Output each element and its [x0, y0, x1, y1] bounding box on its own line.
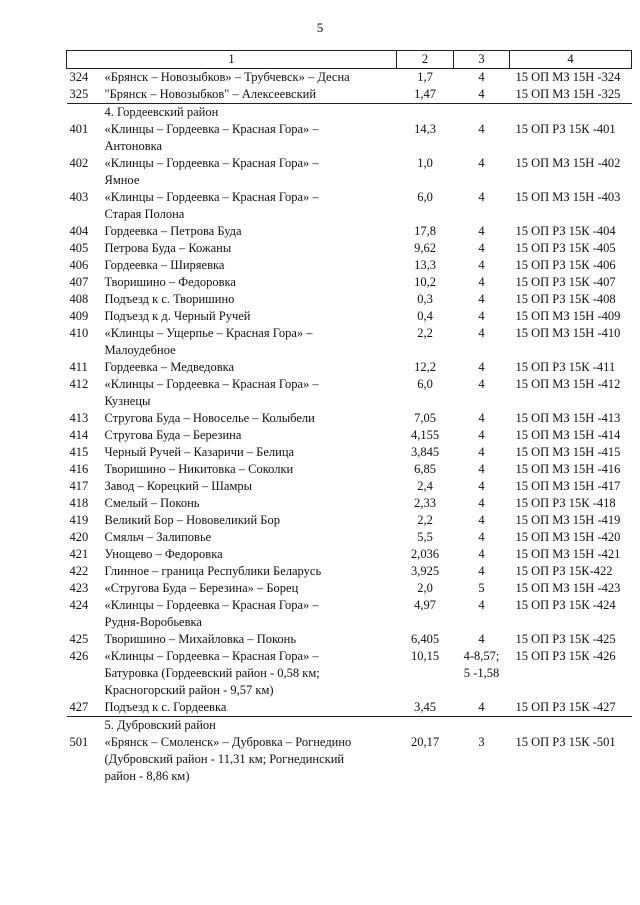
- road-code: 15 ОП РЗ 15К-422: [515, 564, 613, 578]
- category-line: 4: [478, 377, 485, 391]
- road-name-cell: [67, 512, 397, 529]
- row-number: 413: [69, 411, 89, 425]
- row-number: 401: [69, 122, 89, 136]
- row-number: 419: [69, 513, 89, 527]
- road-name-cell: [67, 546, 397, 563]
- section-heading-row: [67, 717, 632, 735]
- road-name-cell: [67, 69, 397, 87]
- road-name-cell: [67, 444, 397, 461]
- row-number: 414: [69, 428, 89, 442]
- road-name-line: «Брянск – Смоленск» – Дубровка – Рогнедино: [104, 735, 352, 749]
- road-name-line: «Клинцы – Ущерпье – Красная Гора» –: [104, 326, 313, 340]
- road-name-cell: [67, 325, 397, 359]
- road-name-line: «Стругова Буда – Березина» – Борец: [104, 581, 299, 595]
- road-name-cell: [67, 240, 397, 257]
- category-line: 4: [478, 156, 485, 170]
- road-name-line: «Клинцы – Гордеевка – Красная Гора» –: [104, 156, 319, 170]
- road-code: 15 ОП МЗ 15Н -417: [515, 479, 621, 493]
- length-km: 2,4: [417, 479, 433, 493]
- road-name-line: район - 8,86 км): [104, 769, 190, 783]
- road-code: 15 ОП МЗ 15Н -423: [515, 581, 621, 595]
- table-row: [67, 155, 632, 189]
- road-name-cell: [67, 580, 397, 597]
- length-km: 4,155: [410, 428, 440, 442]
- road-code: 15 ОП МЗ 15Н -325: [515, 87, 621, 101]
- road-code: 15 ОП МЗ 15Н -413: [515, 411, 621, 425]
- road-name-line: Творишино – Федоровка: [104, 275, 236, 289]
- road-name-line: (Дубровский район - 11,31 км; Рогнединский: [104, 752, 345, 766]
- road-name-line: «Клинцы – Гордеевка – Красная Гора» –: [104, 377, 319, 391]
- length-km: 6,0: [417, 377, 433, 391]
- road-category: [454, 291, 510, 308]
- road-name-line: Рудня-Воробьевка: [104, 615, 202, 629]
- category-line: 5: [478, 581, 485, 595]
- road-category: [454, 734, 510, 785]
- section-heading: 4. Гордеевский район: [67, 104, 632, 122]
- length-km: 12,2: [414, 360, 436, 374]
- road-name-cell: [67, 563, 397, 580]
- row-number: 424: [69, 598, 89, 612]
- table-row: [67, 699, 632, 717]
- road-name-cell: [67, 734, 397, 785]
- road-category: [454, 699, 510, 717]
- road-name-cell: [67, 291, 397, 308]
- category-line: 4: [478, 513, 485, 527]
- length-km: 3,845: [410, 445, 440, 459]
- road-name-line: Смелый – Поконь: [104, 496, 200, 510]
- table-row: [67, 597, 632, 631]
- table-row: [67, 274, 632, 291]
- table-row: [67, 444, 632, 461]
- length-km: 10,15: [410, 649, 440, 663]
- road-name-line: Подъезд к с. Гордеевка: [104, 700, 227, 714]
- category-line: 4: [478, 241, 485, 255]
- table-row: [67, 478, 632, 495]
- row-number: 418: [69, 496, 89, 510]
- road-category: [454, 121, 510, 155]
- row-number: 416: [69, 462, 89, 476]
- row-number: 501: [69, 735, 89, 749]
- table-row: [67, 189, 632, 223]
- header-col-3: 3: [454, 51, 510, 69]
- length-km: 1,47: [414, 87, 436, 101]
- road-name-line: Кузнецы: [104, 394, 151, 408]
- length-km: 13,3: [414, 258, 436, 272]
- category-line: 4: [478, 700, 485, 714]
- road-category: [454, 274, 510, 291]
- length-km: 17,8: [414, 224, 436, 238]
- table-row: [67, 734, 632, 785]
- row-number: 324: [69, 70, 89, 84]
- road-code: 15 ОП РЗ 15К -407: [515, 275, 616, 289]
- road-name-line: Антоновка: [104, 139, 163, 153]
- category-line: 4-8,57;: [463, 649, 500, 663]
- header-col-1: 1: [67, 51, 397, 69]
- road-name-line: Ямное: [104, 173, 140, 187]
- road-category: [454, 597, 510, 631]
- length-km: 2,036: [410, 547, 440, 561]
- road-code: 15 ОП МЗ 15Н -415: [515, 445, 621, 459]
- category-line: 4: [478, 445, 485, 459]
- road-code: 15 ОП РЗ 15К -501: [515, 735, 616, 749]
- section-heading: 5. Дубровский район: [67, 717, 632, 735]
- table-row: [67, 291, 632, 308]
- length-km: 3,45: [414, 700, 436, 714]
- road-code: 15 ОП МЗ 15Н -410: [515, 326, 621, 340]
- page-number: 5: [316, 20, 324, 35]
- category-line: 4: [478, 496, 485, 510]
- road-name-cell: [67, 359, 397, 376]
- category-line: 4: [478, 70, 485, 84]
- category-line: 3: [478, 735, 485, 749]
- road-category: [454, 529, 510, 546]
- road-code: 15 ОП РЗ 15К -408: [515, 292, 616, 306]
- road-category: [454, 359, 510, 376]
- category-line: 4: [478, 87, 485, 101]
- category-line: 4: [478, 309, 485, 323]
- category-line: 4: [478, 462, 485, 476]
- road-code: 15 ОП РЗ 15К -427: [515, 700, 616, 714]
- table-row: [67, 427, 632, 444]
- road-name-cell: [67, 648, 397, 699]
- category-line: 4: [478, 275, 485, 289]
- row-number: 420: [69, 530, 89, 544]
- category-line: 4: [478, 428, 485, 442]
- length-km: 1,7: [417, 70, 433, 84]
- road-category: [454, 546, 510, 563]
- row-number: 409: [69, 309, 89, 323]
- table-row: [67, 631, 632, 648]
- road-name-line: Гордеевка – Медведовка: [104, 360, 235, 374]
- road-code: 15 ОП РЗ 15К -418: [515, 496, 616, 510]
- road-category: [454, 69, 510, 87]
- road-name-cell: [67, 597, 397, 631]
- road-name-line: «Брянск – Новозыбков» – Трубчевск» – Десна: [104, 70, 350, 84]
- road-code: 15 ОП РЗ 15К -401: [515, 122, 616, 136]
- length-km: 1,0: [417, 156, 433, 170]
- road-name-cell: [67, 699, 397, 717]
- road-code: 15 ОП РЗ 15К -405: [515, 241, 616, 255]
- category-line: 4: [478, 564, 485, 578]
- row-number: 423: [69, 581, 89, 595]
- row-number: 402: [69, 156, 89, 170]
- table-row: [67, 495, 632, 512]
- road-name-cell: [67, 376, 397, 410]
- category-line: 4: [478, 360, 485, 374]
- length-km: 7,05: [414, 411, 436, 425]
- road-name-line: Старая Полона: [104, 207, 185, 221]
- road-category: [454, 308, 510, 325]
- category-line: 4: [478, 190, 485, 204]
- road-code: 15 ОП РЗ 15К -411: [515, 360, 616, 374]
- road-category: [454, 189, 510, 223]
- road-name-cell: [67, 86, 397, 104]
- length-km: 9,62: [414, 241, 436, 255]
- table-row: [67, 86, 632, 104]
- road-category: [454, 155, 510, 189]
- road-category: [454, 512, 510, 529]
- road-category: [454, 563, 510, 580]
- row-number: 407: [69, 275, 89, 289]
- road-name-line: Творишино – Михайловка – Поконь: [104, 632, 297, 646]
- road-name-cell: [67, 155, 397, 189]
- length-km: 0,3: [417, 292, 433, 306]
- header-col-2: 2: [397, 51, 454, 69]
- road-name-cell: [67, 121, 397, 155]
- road-category: [454, 495, 510, 512]
- road-code: 15 ОП РЗ 15К -404: [515, 224, 616, 238]
- category-line: 4: [478, 292, 485, 306]
- road-name-line: «Клинцы – Гордеевка – Красная Гора» –: [104, 122, 319, 136]
- road-category: [454, 240, 510, 257]
- table-row: [67, 580, 632, 597]
- row-number: 408: [69, 292, 89, 306]
- table-row: [67, 529, 632, 546]
- row-number: 427: [69, 700, 89, 714]
- table-row: [67, 546, 632, 563]
- road-category: [454, 410, 510, 427]
- length-km: 6,405: [410, 632, 440, 646]
- road-name-cell: [67, 495, 397, 512]
- row-number: 404: [69, 224, 89, 238]
- length-km: 5,5: [417, 530, 433, 544]
- table-row: [67, 410, 632, 427]
- table-row: [67, 461, 632, 478]
- category-line: 4: [478, 598, 485, 612]
- road-code: 15 ОП РЗ 15К -426: [515, 649, 616, 663]
- row-number: 411: [69, 360, 88, 374]
- row-number: 403: [69, 190, 89, 204]
- row-number: 421: [69, 547, 89, 561]
- road-name-line: Подъезд к с. Творишино: [104, 292, 235, 306]
- length-km: 4,97: [414, 598, 436, 612]
- row-number: 410: [69, 326, 89, 340]
- road-category: [454, 648, 510, 699]
- road-name-line: Смяльч – Залиповье: [104, 530, 212, 544]
- category-line: 5 -1,58: [463, 666, 500, 680]
- road-category: [454, 444, 510, 461]
- road-name-cell: [67, 461, 397, 478]
- category-line: 4: [478, 411, 485, 425]
- road-code: 15 ОП РЗ 15К -425: [515, 632, 616, 646]
- road-category: [454, 257, 510, 274]
- road-code: 15 ОП МЗ 15Н -420: [515, 530, 621, 544]
- road-name-cell: [67, 427, 397, 444]
- road-name-line: «Клинцы – Гордеевка – Красная Гора» –: [104, 190, 319, 204]
- row-number: 412: [69, 377, 89, 391]
- road-code: 15 ОП РЗ 15К -424: [515, 598, 616, 612]
- road-name-line: Стругова Буда – Новоселье – Колыбели: [104, 411, 315, 425]
- row-number: 425: [69, 632, 89, 646]
- length-km: 2,2: [417, 326, 433, 340]
- road-name-cell: [67, 529, 397, 546]
- road-code: 15 ОП МЗ 15Н -414: [515, 428, 621, 442]
- section-heading-row: [67, 104, 632, 122]
- road-code: 15 ОП МЗ 15Н -402: [515, 156, 621, 170]
- table-row: [67, 648, 632, 699]
- road-name-line: Завод – Корецкий – Шамры: [104, 479, 252, 493]
- category-line: 4: [478, 326, 485, 340]
- road-category: [454, 86, 510, 104]
- road-name-line: "Брянск – Новозыбков" – Алексеевский: [104, 87, 317, 101]
- road-name-line: Петрова Буда – Кожаны: [104, 241, 232, 255]
- length-km: 3,925: [410, 564, 440, 578]
- road-name-cell: [67, 410, 397, 427]
- table-row: [67, 121, 632, 155]
- road-code: 15 ОП МЗ 15Н -403: [515, 190, 621, 204]
- length-km: 6,85: [414, 462, 436, 476]
- table-row: [67, 512, 632, 529]
- road-name-line: Глинное – граница Республики Беларусь: [104, 564, 322, 578]
- table-row: [67, 563, 632, 580]
- road-name-line: Гордеевка – Ширяевка: [104, 258, 225, 272]
- road-name-line: Черный Ручей – Казаричи – Белица: [104, 445, 295, 459]
- road-name-cell: [67, 223, 397, 240]
- category-line: 4: [478, 122, 485, 136]
- row-number: 405: [69, 241, 89, 255]
- road-name-line: Стругова Буда – Березина: [104, 428, 242, 442]
- category-line: 4: [478, 530, 485, 544]
- length-km: 0,4: [417, 309, 433, 323]
- roads-table: [66, 50, 632, 785]
- length-km: 14,3: [414, 122, 436, 136]
- road-name-line: Гордеевка – Петрова Буда: [104, 224, 242, 238]
- road-category: [454, 376, 510, 410]
- table-row: [67, 257, 632, 274]
- road-category: [454, 223, 510, 240]
- road-category: [454, 325, 510, 359]
- road-name-cell: [67, 257, 397, 274]
- row-number: 325: [69, 87, 89, 101]
- row-number: 422: [69, 564, 89, 578]
- road-category: [454, 631, 510, 648]
- road-code: 15 ОП МЗ 15Н -412: [515, 377, 621, 391]
- table-row: [67, 223, 632, 240]
- road-code: 15 ОП МЗ 15Н -409: [515, 309, 621, 323]
- road-name-line: Батуровка (Гордеевский район - 0,58 км;: [104, 666, 320, 680]
- length-km: 2,0: [417, 581, 433, 595]
- road-name-cell: [67, 189, 397, 223]
- road-category: [454, 461, 510, 478]
- table-row: [67, 69, 632, 87]
- category-line: 4: [478, 479, 485, 493]
- road-code: 15 ОП МЗ 15Н -324: [515, 70, 621, 84]
- road-category: [454, 580, 510, 597]
- road-name-line: Великий Бор – Нововеликий Бор: [104, 513, 280, 527]
- header-col-4: 4: [510, 51, 632, 69]
- road-name-line: «Клинцы – Гордеевка – Красная Гора» –: [104, 649, 319, 663]
- table-row: [67, 240, 632, 257]
- road-name-line: Творишино – Никитовка – Соколки: [104, 462, 294, 476]
- road-name-cell: [67, 478, 397, 495]
- length-km: 20,17: [410, 735, 440, 749]
- road-name-line: Малоудебное: [104, 343, 176, 357]
- category-line: 4: [478, 224, 485, 238]
- road-name-line: Унощево – Федоровка: [104, 547, 223, 561]
- road-code: 15 ОП МЗ 15Н -419: [515, 513, 621, 527]
- road-name-cell: [67, 631, 397, 648]
- road-code: 15 ОП МЗ 15Н -421: [515, 547, 621, 561]
- length-km: 2,2: [417, 513, 433, 527]
- road-name-line: Подъезд к д. Черный Ручей: [104, 309, 251, 323]
- road-name-cell: [67, 274, 397, 291]
- length-km: 6,0: [417, 190, 433, 204]
- table-row: [67, 376, 632, 410]
- row-number: 417: [69, 479, 89, 493]
- road-category: [454, 427, 510, 444]
- row-number: 406: [69, 258, 89, 272]
- road-category: [454, 478, 510, 495]
- category-line: 4: [478, 258, 485, 272]
- table-row: [67, 359, 632, 376]
- table-row: [67, 325, 632, 359]
- category-line: 4: [478, 547, 485, 561]
- table-row: [67, 308, 632, 325]
- road-name-cell: [67, 308, 397, 325]
- row-number: 426: [69, 649, 89, 663]
- table-header-row: [67, 51, 632, 69]
- length-km: 2,33: [414, 496, 436, 510]
- category-line: 4: [478, 632, 485, 646]
- length-km: 10,2: [414, 275, 436, 289]
- road-name-line: «Клинцы – Гордеевка – Красная Гора» –: [104, 598, 319, 612]
- road-code: 15 ОП МЗ 15Н -416: [515, 462, 621, 476]
- row-number: 415: [69, 445, 89, 459]
- road-code: 15 ОП РЗ 15К -406: [515, 258, 616, 272]
- road-name-line: Красногорский район - 9,57 км): [104, 683, 274, 697]
